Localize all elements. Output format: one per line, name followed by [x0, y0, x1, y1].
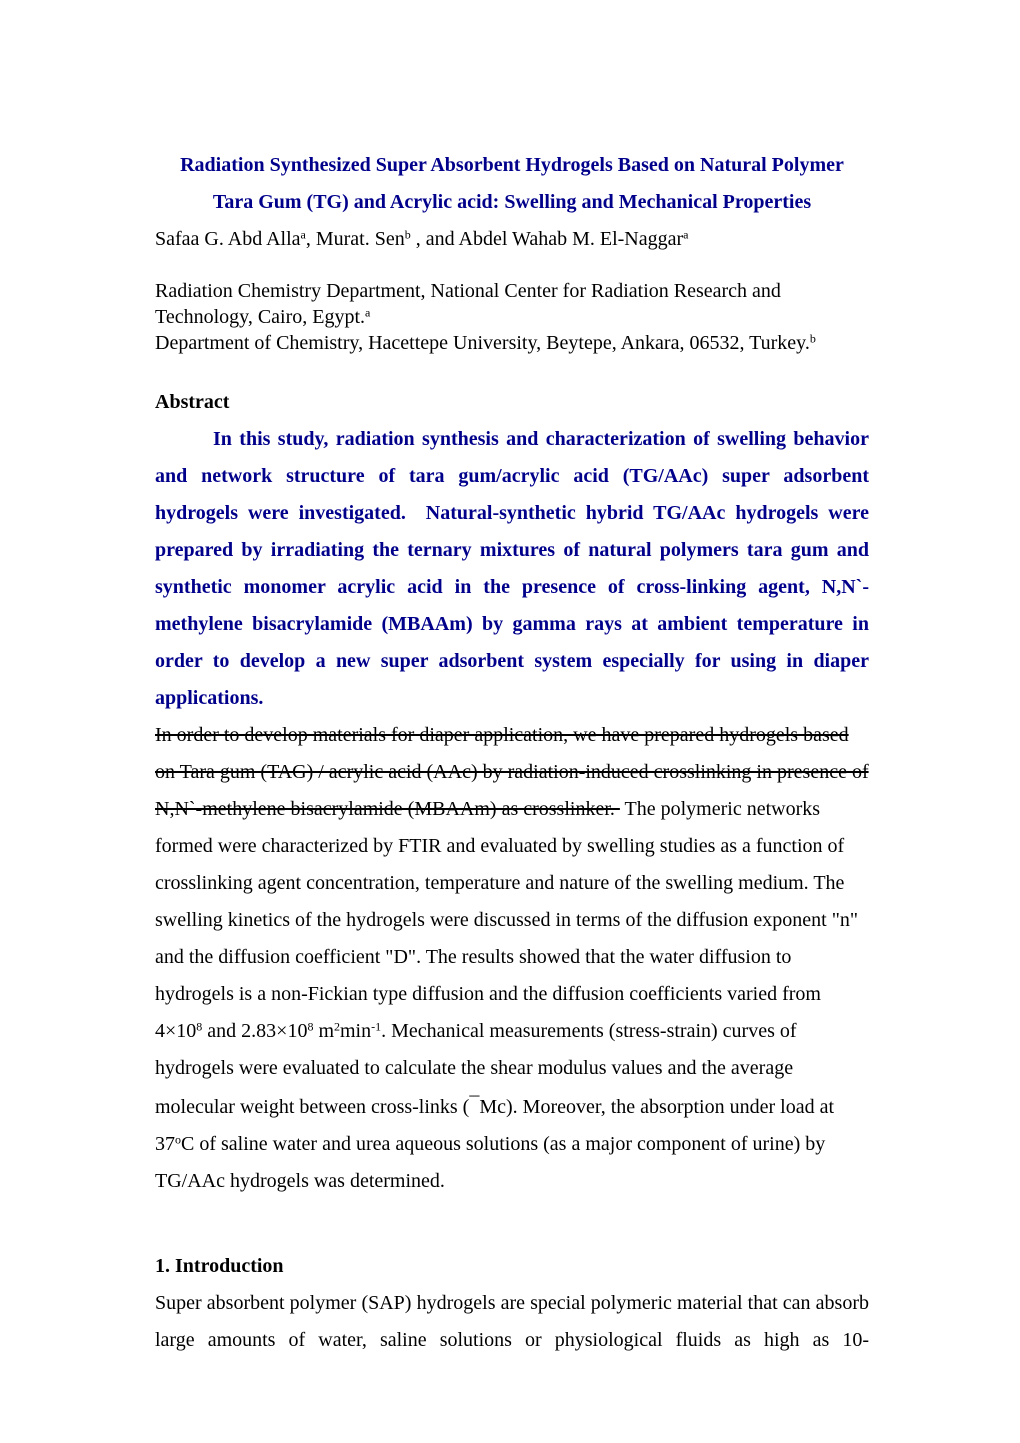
body-paragraph-with-tracked-deletion — [155, 717, 869, 1200]
exponent-superscript: 8 — [307, 1019, 314, 1034]
affiliation-superscript: b — [809, 331, 816, 346]
body-text: The polymeric networks formed were characterized by FTIR and evaluated by swelling studies as a function of crosslinking agent concentration, temperature and nature of the swelling medium. The swelling kinetics of the hydrogels were discussed in terms of the diffusion exponent "n" and the diffusion coefficient "D". The results showed that the water diffusion to hydrogels is a non-Fickian type diffusion and the diffusion coefficients varied from 4×10 — [155, 798, 859, 1042]
document-content — [155, 147, 869, 1359]
author-name: , and Abdel Wahab M. El-Naggar — [410, 228, 684, 250]
affiliation-text: Department of Chemistry, Hacettepe University, Beytepe, Ankara, 06532, Turkey. — [155, 332, 810, 354]
abstract-heading: Abstract — [155, 391, 230, 413]
introduction-section — [155, 1248, 869, 1359]
author-affiliation-superscript: b — [404, 227, 411, 242]
degree-superscript: o — [175, 1132, 181, 1147]
affiliation-entry — [155, 330, 869, 356]
introduction-heading: 1. Introduction — [155, 1255, 284, 1277]
author-line — [155, 221, 869, 258]
author-affiliation-superscript: a — [683, 227, 689, 242]
exponent-superscript: 8 — [196, 1019, 203, 1034]
author-name: , Murat. Sen — [305, 228, 405, 250]
body-text: min — [340, 1020, 372, 1042]
author-affiliation-superscript: a — [300, 227, 306, 242]
paper-title-line-1: Radiation Synthesized Super Absorbent Hydrogels Based on Natural Polymer — [180, 154, 844, 176]
affiliations-block — [155, 278, 869, 356]
deleted-text-strikethrough: In order to develop materials for diaper application, we have prepared hydrogels based on Tara gum (TAG) / acrylic acid (AAc) by radiation-induced crosslinking in presence of N,N`-methylene bisacrylamide (MBAAm) as crosslinker. — [155, 724, 869, 820]
exponent-superscript: 2 — [334, 1019, 340, 1034]
affiliation-superscript: a — [365, 305, 371, 320]
body-text: . Mechanical measurements (stress-strain) curves of hydrogels were evaluated to calculate the shear modulus values and the average molecular weight between cross-links ( — [155, 1020, 797, 1118]
body-text: and 2.83×10 — [202, 1020, 308, 1042]
paper-title-line-2: Tara Gum (TG) and Acrylic acid: Swelling and Mechanical Properties — [212, 191, 812, 213]
affiliation-text: Radiation Chemistry Department, National Center for Radiation Research and Technology, Cairo, Egypt. — [155, 280, 781, 328]
abstract-paragraph: In this study, radiation synthesis and characterization of swelling behavior and network structure of tara gum/acrylic acid (TG/AAc) super adsorbent hydrogels were investigated. Natural-synthetic hybrid TG/AAc hydrogels were prepared by irradiating the ternary mixtures of natural polymers tara gum and synthetic monomer acrylic acid in the presence of cross-linking agent, N,N`-methylene bisacrylamide (MBAAm) by gamma rays at ambient temperature in order to develop a new super adsorbent system especially for using in diaper applications. — [155, 428, 869, 709]
exponent-superscript: -1 — [371, 1019, 382, 1034]
body-text: C of saline water and urea aqueous solutions (as a major component of urine) by TG/AAc hydrogels was determined. — [155, 1133, 826, 1192]
author-name: Safaa G. Abd Alla — [155, 228, 301, 250]
overbar-symbol: ¯ — [469, 1094, 480, 1116]
paper-title — [155, 147, 869, 258]
affiliation-entry — [155, 278, 869, 330]
body-text: Mc). Moreover, the absorption under load at 37 — [155, 1096, 835, 1155]
body-text: m — [313, 1020, 334, 1042]
introduction-paragraph: Super absorbent polymer (SAP) hydrogels are special polymeric material that can absorb large amounts of water, saline solutions or physiological fluids as high as 10- — [155, 1292, 869, 1351]
